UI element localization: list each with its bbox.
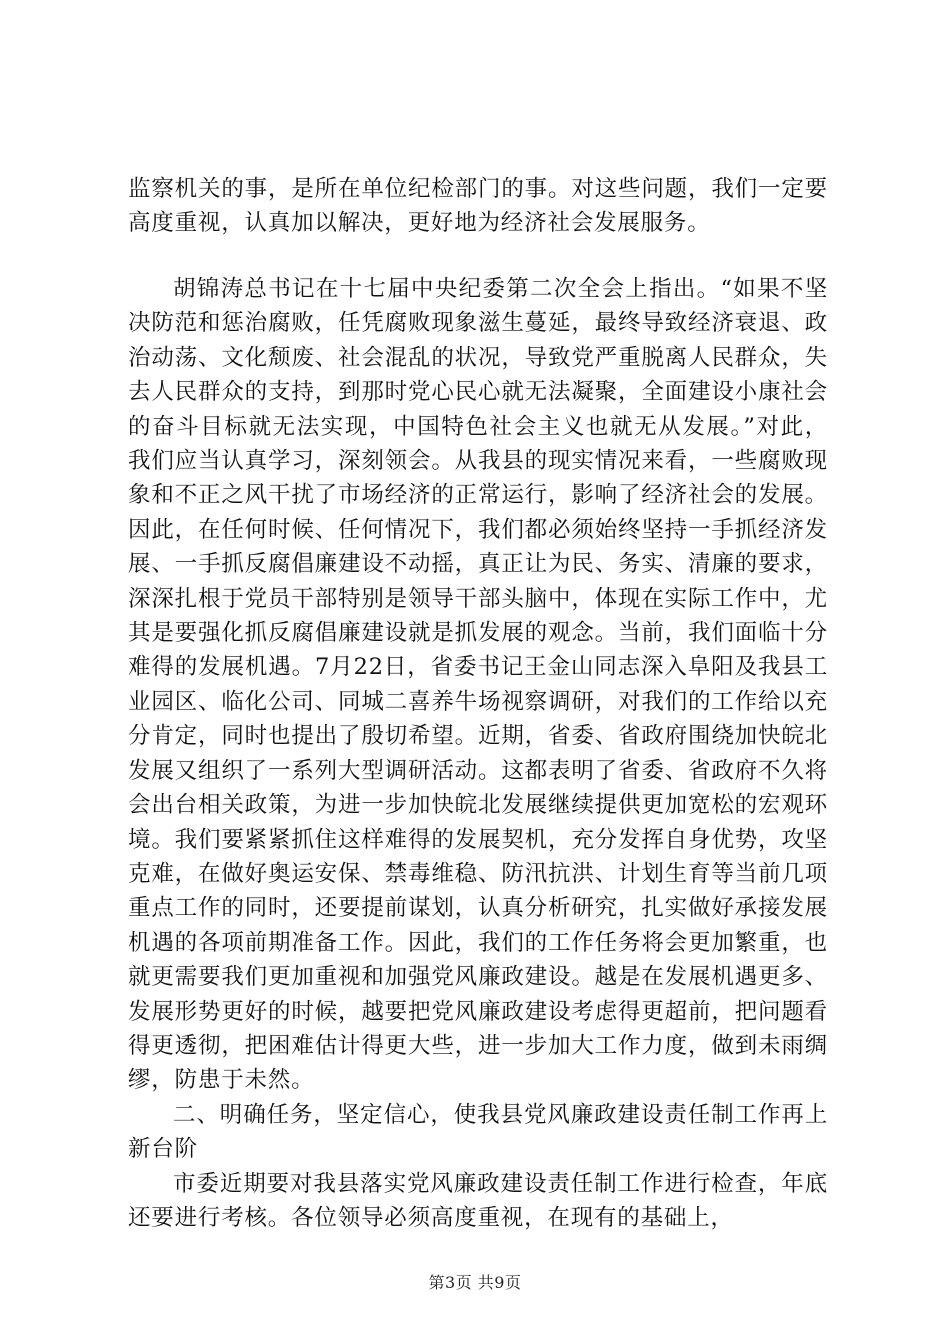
paragraph-tasks: 市委近期要对我县落实党风廉政建设责任制工作进行检查，年底还要进行考核。各位领导必须高度重视，在现有的基础上， xyxy=(128,1170,828,1231)
body-text xyxy=(128,272,828,1235)
section-heading: 二、明确任务，坚定信心，使我县党风廉政建设责任制工作再上新台阶 xyxy=(128,1101,828,1163)
paragraph-quote-analysis: 胡锦涛总书记在十七届中央纪委第二次全会上指出。“如果不坚决防范和惩治腐败，任凭腐败现象滋生蔓延，最终导致经济衰退、政治动荡、文化颓废、社会混乱的状况，导致党严重脱离人民群众，失去人民群众的支持，到那时党心民心就无法凝聚，全面建设小康社会的奋斗目标就无法实现，中国特色社会主义也就无从发展。”对此，我们应当认真学习，深刻领会。从我县的现实情况来看，一些腐败现象和不正之风干扰了市场经济的正常运行，影响了经济社会的发展。因此，在任何时候、任何情况下，我们都必须始终坚持一手抓经济发展、一手抓反腐倡廉建设不动摇，真正让为民、务实、清廉的要求，深深扎根于党员干部特别是领导干部头脑中，体现在实际工作中，尤其是要强化抓反腐倡廉建设就是抓发展的观念。当前，我们面临十分难得的发展机遇。7月22日，省委书记王金山同志深入阜阳及我县工业园区、临化公司、同城二喜养牛场视察调研，对我们的工作给以充分肯定，同时也提出了殷切希望。近期，省委、省政府围绕加快皖北发展又组织了一系列大型调研活动。这都表明了省委、省政府不久将会出台相关政策，为进一步加快皖北发展继续提供更加宽松的宏观环境。我们要紧紧抓住这样难得的发展契机，充分发挥自身优势，攻坚克难，在做好奥运安保、禁毒维稳、防汛抗洪、计划生育等当前几项重点工作的同时，还要提前谋划，认真分析研究，扎实做好承接发展机遇的各项前期准备工作。因此，我们的工作任务将会更加繁重，也就更需要我们更加重视和加强党风廉政建设。越是在发展机遇更多、发展形势更好的时候，越要把党风廉政建设考虑得更超前，把问题看得更透彻，把困难估计得更大些，进一步加大工作力度，做到未雨绸缪，防患于未然。 xyxy=(128,276,828,1094)
page-number-footer: 第3页 共9页 xyxy=(428,1273,522,1292)
intro-paragraph: 监察机关的事，是所在单位纪检部门的事。对这些问题，我们一定要高度重视，认真加以解决，更好地为经济社会发展服务。 xyxy=(128,176,828,237)
